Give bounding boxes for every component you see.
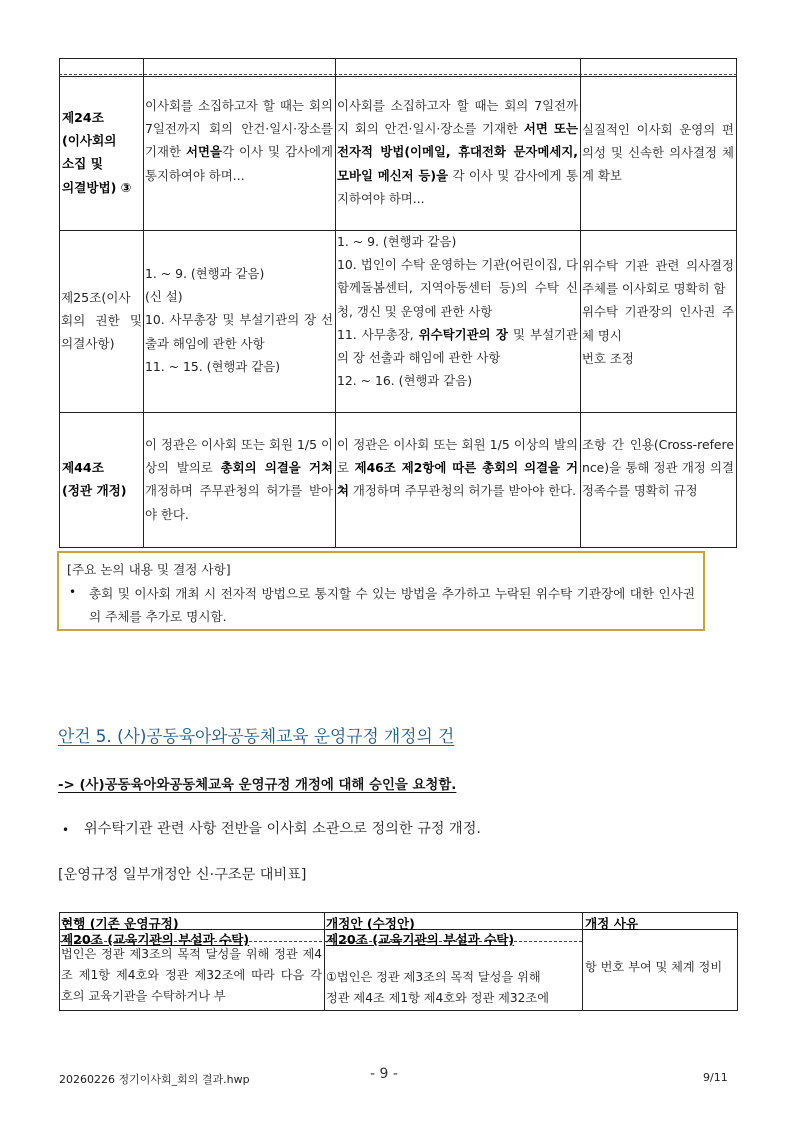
text-run: 11. 사무총장, [337, 326, 419, 342]
article-44-reason [582, 433, 734, 503]
article-44-label [62, 456, 142, 502]
current-line: 11. ~ 15. (현행과 같음) [145, 358, 281, 374]
agenda-request: -> (사)공동육아와공동체교육 운영규정 개정에 대해 승인을 요청함. [58, 778, 457, 793]
article-24-label [62, 106, 142, 199]
bold-text-run: 제46조 제2항에 따른 총회의 의결을 거쳐 [337, 460, 578, 499]
article-44-current-text [145, 433, 333, 526]
text-run: 10. 법인이 수탁 운영하는 기관(어린이집, 다함께돌봄센터, 지역아동센터 등)의 수탁 신청, 갱신 및 운영에 관한 사항 [337, 257, 578, 319]
footer-page-count: 9/11 [703, 1071, 728, 1084]
text-run: 개정하며 주무관청의 허가를 받아야 한다. [145, 483, 333, 522]
article-25-revised-text [337, 230, 578, 392]
text-run: 12. ~ 16. (현행과 같음) [337, 373, 473, 389]
article-24-line-2: (이사회의 [62, 133, 117, 149]
regulation-revised-text [326, 967, 580, 1010]
text-run: 이 정관은 이사회 또는 회원 1/5 이상의 발의로 [337, 437, 578, 476]
text-run: 각 이사 및 감사에게 통지하여야 하며... [145, 144, 333, 183]
article-24-line-4: 의결방법) ③ [62, 179, 132, 195]
footer-filename: 20260226 정기이사회_회의 결과.hwp [59, 1073, 250, 1086]
subheader-revised: 제20조 (교육기관의 부설과 수탁) [326, 932, 515, 947]
article-24-revised-text [337, 94, 578, 210]
text-run: 이사회를 소집하고자 할 때는 회의 7일전까지 회의 안건·일시·장소를 기재한 [145, 98, 333, 160]
agenda-title: 안건 5. (사)공동육아와공동체교육 운영규정 개정의 건 [58, 726, 455, 746]
article-24-line-1: 제24조 [62, 110, 104, 125]
article-24-reason [582, 118, 734, 188]
text-run: 이사회를 소집하고자 할 때는 회의 7일전까지 회의 안건·일시·장소를 기재한 [337, 98, 578, 137]
article-25-reason [582, 254, 734, 370]
subheader-current: 제20조 (교육기관의 부설과 수탁) [61, 932, 250, 947]
table-caption: [운영규정 일부개정안 신·구조문 대비표] [58, 867, 307, 883]
header-reason: 개정 사유 [585, 916, 639, 931]
text-run: 개정하며 주무관청의 허가를 받아야 한다. [348, 483, 577, 499]
article-25-text: 제25조(이사회의 권한 및 의결사항) [61, 290, 142, 352]
reason-text: 실질적인 이사회 운영의 편의성 및 신속한 의사결정 체계 확보 [582, 122, 734, 184]
article-44-line-1: 제44조 [62, 460, 104, 475]
article-44-line-2: (정관 개정) [62, 483, 127, 499]
comparison-table-articles [59, 58, 737, 548]
text-run: 1. ~ 9. (현행과 같음) [337, 234, 457, 249]
reason-line: 위수탁 기관장의 인사권 주체 명시 [582, 304, 734, 343]
header-revised: 개정안 (수정안) [326, 916, 415, 931]
current-text: 법인은 정관 제3조의 목적 달성을 위해 정관 제4조 제1항 제4호와 정관 제32조에 따라 다음 각 호의 교육기관을 수탁하거나 부 [61, 947, 322, 1003]
reason-line: 번호 조정 [582, 350, 634, 366]
revised-line: ①법인은 정관 제3조의 목적 달성을 위해 [326, 970, 541, 984]
footer-page-number: - 9 - [370, 1066, 398, 1082]
bold-text-run: 위수탁기관의 장 [418, 326, 508, 342]
regulation-current-text [61, 944, 322, 1010]
agenda-item: 위수탁기관 관련 사항 전반을 이사회 소관으로 정의한 규정 개정. [84, 821, 481, 837]
current-line: (신 설) [145, 289, 183, 305]
header-current: 현행 (기존 운영규정) [61, 916, 179, 931]
regulation-reason [585, 957, 735, 978]
article-44-revised-text [337, 433, 578, 503]
bullet-icon: • [62, 823, 70, 837]
discussion-title: [주요 논의 내용 및 결정 사항] [67, 562, 231, 577]
comparison-table-regulation [59, 912, 738, 1011]
reason-text: 항 번호 부여 및 체계 정비 [585, 960, 723, 974]
text-run: 이 정관은 이사회 또는 회원 1/5 이상의 발의로 [145, 437, 333, 476]
article-25-label [61, 286, 142, 356]
current-line: 10. 사무총장 및 부설기관의 장 선출과 해임에 관한 사항 [145, 312, 333, 351]
text-run: 각 이사 및 감사에게 통지하여야 하며... [337, 167, 578, 206]
revised-line: 정관 제4조 제1항 제4호와 정관 제32조에 [326, 991, 549, 1005]
article-24-current-text [145, 94, 333, 187]
bullet-icon: • [69, 585, 77, 599]
discussion-box [57, 551, 705, 631]
bold-text-run: 서면을 [186, 144, 222, 160]
bold-text-run: 서면 또는 전자적 방법(이메일, 휴대전화 문자메세지, 모바일 메신저 등)을 [337, 121, 578, 183]
discussion-text: 총회 및 이사회 개최 시 전자적 방법으로 통지할 수 있는 방법을 추가하고 누락된 위수탁 기관장에 대한 인사권의 주체를 추가로 명시함. [89, 586, 695, 624]
article-25-current-text [145, 262, 333, 378]
bold-text-run: 총회의 의결을 거쳐 [220, 460, 333, 476]
article-24-line-3: 소집 및 [62, 156, 103, 172]
current-line: 1. ~ 9. (현행과 같음) [145, 266, 265, 281]
text-run: 및 부설기관의 장 선출과 해임에 관한 사항 [337, 326, 578, 366]
reason-text: 조항 간 인용(Cross-reference)을 통해 정관 개정 의결 정족수를 명확히 규정 [582, 437, 734, 499]
reason-line: 위수탁 기관 관련 의사결정 주체를 이사회로 명확히 함 [582, 258, 734, 297]
